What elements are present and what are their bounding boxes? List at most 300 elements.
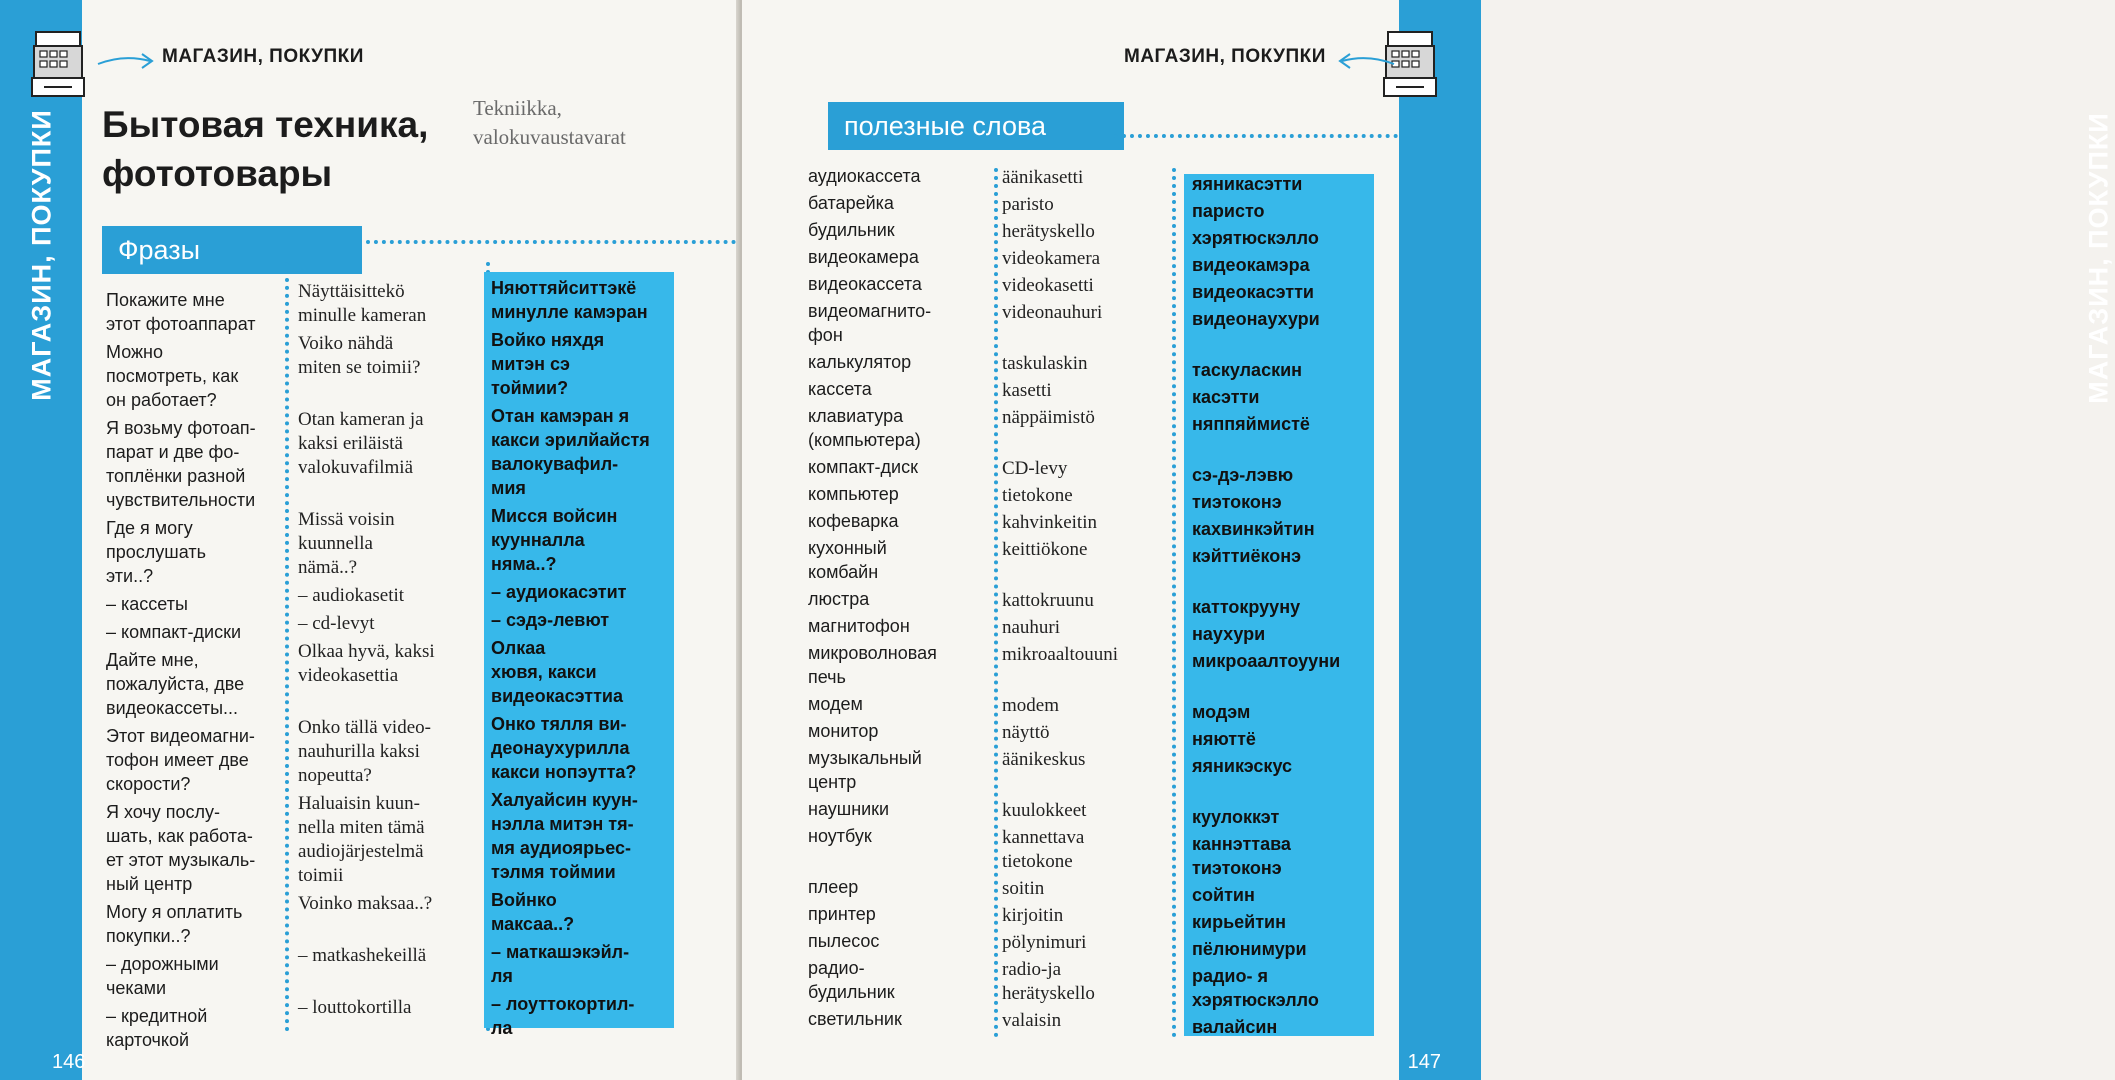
right.words-line-tr: наухури xyxy=(1192,624,1266,644)
right.words-entry-tr xyxy=(1192,622,1374,646)
right-page-number: 147 xyxy=(1407,1051,1441,1073)
right.words-entry-fi xyxy=(1002,379,1172,403)
left.phrases-line-fi: videokasettia xyxy=(298,665,399,686)
left.phrases-line-fi: Onko tällä video- xyxy=(298,717,431,738)
right.words-line-tr: няппяймистё xyxy=(1192,414,1310,434)
left.phrases-line-fi: nopeutta? xyxy=(298,765,372,786)
right.words-entry-tr xyxy=(1192,727,1374,751)
right.words-line-tr: яяникасэтти xyxy=(1192,174,1303,194)
right.words-entry-fi xyxy=(1002,904,1172,928)
phrases-finnish-column xyxy=(298,280,482,1048)
right.words-line-ru: микроволновая xyxy=(808,643,937,663)
right.words-line-fi: tietokone xyxy=(1002,485,1073,506)
left.phrases-entry-tr xyxy=(491,788,671,884)
right.words-line-ru: магнитофон xyxy=(808,616,910,636)
right.words-line-fi: näppäimistö xyxy=(1002,407,1095,428)
right.words-line-ru: фон xyxy=(808,325,843,345)
left.phrases-entry-tr xyxy=(491,608,671,632)
right.words-line-ru: кофеварка xyxy=(808,511,899,531)
right.words-entry-tr xyxy=(1192,463,1374,487)
left.phrases-line-ru: ный центр xyxy=(106,874,193,894)
left-running-head: МАГАЗИН, ПОКУПКИ xyxy=(162,46,364,67)
right.words-entry-fi xyxy=(1002,643,1172,691)
right.words-line-fi: taskulaskin xyxy=(1002,353,1088,374)
right.words-line-tr: хэрятюскэлло xyxy=(1192,990,1319,1010)
right.words-line-tr: яяникэскус xyxy=(1192,756,1293,776)
title-line: фототовары xyxy=(102,153,333,194)
left.phrases-line-fi: Olkaa hyvä, kaksi xyxy=(298,641,435,662)
left.phrases-line-tr: какси нопэутта? xyxy=(491,762,637,782)
right.words-entry-tr xyxy=(1192,226,1374,250)
left.phrases-line-fi: Voiko nähdä xyxy=(298,333,394,354)
left.phrases-line-ru: – кредитной xyxy=(106,1006,208,1026)
right.words-line-ru: видеокассета xyxy=(808,274,922,294)
right.words-line-ru: батарейка xyxy=(808,193,894,213)
left.phrases-line-tr: мя аудиоярьес- xyxy=(491,838,631,858)
left.phrases-line-tr: Войнко xyxy=(491,890,557,910)
right.words-line-tr: видеокасэтти xyxy=(1192,282,1314,302)
right.words-entry-ru xyxy=(808,902,988,926)
left.phrases-line-fi: toimii xyxy=(298,865,344,886)
left.phrases-line-tr: – аудиокасэтит xyxy=(491,582,627,602)
right.words-line-tr: каннэттава xyxy=(1192,834,1291,854)
left.phrases-line-ru: карточкой xyxy=(106,1030,190,1050)
right.words-entry-ru xyxy=(808,509,988,533)
right.words-entry-fi xyxy=(1002,721,1172,745)
left.phrases-line-tr: няма..? xyxy=(491,554,557,574)
right.words-line-fi: keittiökone xyxy=(1002,539,1088,560)
right.words-line-ru: видеокамера xyxy=(808,247,919,267)
right.words-entry-tr xyxy=(1192,280,1374,304)
cash-register-icon xyxy=(30,28,86,100)
left.phrases-entry-ru xyxy=(106,620,286,644)
right.words-line-fi: herätyskello xyxy=(1002,221,1095,242)
left.phrases-line-ru: – дорожными xyxy=(106,954,219,974)
left.phrases-line-fi: – matkashekeillä xyxy=(298,945,427,966)
right.words-line-tr: сэ-дэ-лэвю xyxy=(1192,465,1294,485)
right.words-entry-tr xyxy=(1192,910,1374,934)
left.phrases-entry-ru xyxy=(106,1004,286,1052)
right.words-entry-fi xyxy=(1002,166,1172,190)
right.words-line-tr: тиэтоконэ xyxy=(1192,492,1282,512)
right.words-entry-fi xyxy=(1002,1009,1172,1033)
right.words-line-tr: видеонаухури xyxy=(1192,309,1320,329)
left.phrases-line-ru: он работает? xyxy=(106,390,217,410)
right.words-entry-fi xyxy=(1002,484,1172,508)
right.words-line-fi: videokasetti xyxy=(1002,275,1094,296)
left.phrases-line-fi: nämä..? xyxy=(298,557,358,578)
left.phrases-line-tr: тоймии? xyxy=(491,378,569,398)
left.phrases-line-tr: Отан камэран я xyxy=(491,406,630,426)
left.phrases-line-tr: минулле камэран xyxy=(491,302,648,322)
right.words-entry-ru xyxy=(808,245,988,269)
right.words-entry-tr xyxy=(1192,517,1374,541)
right.words-line-fi: paristo xyxy=(1002,194,1054,215)
right.words-line-tr: паристо xyxy=(1192,201,1265,221)
right.words-line-ru: клавиатура xyxy=(808,406,904,426)
right.words-line-tr: кэйттиёконэ xyxy=(1192,546,1302,566)
column-divider xyxy=(1172,168,1176,1038)
left.phrases-line-fi: – louttokortilla xyxy=(298,997,412,1018)
left.phrases-entry-tr xyxy=(491,580,671,604)
right.words-entry-tr xyxy=(1192,700,1374,724)
right.words-entry-tr xyxy=(1192,385,1374,409)
left.phrases-line-tr: какси эрилйайстя xyxy=(491,430,650,450)
left.phrases-line-ru: Можно xyxy=(106,342,163,362)
left.phrases-entry-fi xyxy=(298,280,482,328)
right.words-entry-tr xyxy=(1192,253,1374,277)
left.phrases-line-ru: Могу я оплатить xyxy=(106,902,243,922)
arrow-icon xyxy=(96,50,156,72)
left.phrases-entry-tr xyxy=(491,712,671,784)
right.words-line-fi: äänikasetti xyxy=(1002,167,1084,188)
left.phrases-entry-tr xyxy=(491,328,671,400)
right.words-line-fi: kirjoitin xyxy=(1002,905,1064,926)
right.words-entry-fi xyxy=(1002,748,1172,796)
right.words-line-tr: радио- я xyxy=(1192,966,1268,986)
left.phrases-line-tr: – маткашэкэйл- xyxy=(491,942,630,962)
right.words-line-tr: кахвинкэйтин xyxy=(1192,519,1315,539)
right-side-label: МАГАЗИН, ПОКУПКИ xyxy=(2083,112,2114,404)
right.words-entry-fi xyxy=(1002,247,1172,271)
right.words-line-fi: herätyskello xyxy=(1002,983,1095,1004)
left.phrases-entry-ru xyxy=(106,288,286,336)
right.words-line-ru: видеомагнито- xyxy=(808,301,932,321)
left.phrases-line-ru: ет этот музыкаль- xyxy=(106,850,256,870)
left.phrases-line-tr: валокувафил- xyxy=(491,454,619,474)
left.phrases-entry-ru xyxy=(106,592,286,616)
right.words-line-tr: касэтти xyxy=(1192,387,1260,407)
right.words-entry-ru xyxy=(808,797,988,821)
page-title xyxy=(102,100,428,198)
left.phrases-entry-tr xyxy=(491,504,671,576)
left.phrases-entry-tr xyxy=(491,888,671,936)
right.words-entry-tr xyxy=(1192,358,1374,382)
right.words-entry-ru xyxy=(808,875,988,899)
right.words-entry-fi xyxy=(1002,826,1172,874)
left.phrases-line-ru: топлёнки разной xyxy=(106,466,246,486)
left.phrases-line-tr: ля xyxy=(491,966,513,986)
right.words-entry-tr xyxy=(1192,412,1374,460)
right.words-line-fi: soitin xyxy=(1002,878,1045,899)
right.words-line-tr: хэрятюскэлло xyxy=(1192,228,1319,248)
left.phrases-entry-ru xyxy=(106,952,286,1000)
right.words-line-tr: сойтин xyxy=(1192,885,1255,905)
left.phrases-line-tr: Олкаа xyxy=(491,638,546,658)
left.phrases-line-ru: эти..? xyxy=(106,566,154,586)
right.words-line-ru: центр xyxy=(808,772,857,792)
right.words-entry-ru xyxy=(808,824,988,872)
left.phrases-entry-fi xyxy=(298,584,482,608)
right.words-entry-ru xyxy=(808,587,988,611)
right.words-entry-tr xyxy=(1192,490,1374,514)
right.words-line-fi: nauhuri xyxy=(1002,617,1061,638)
left.phrases-line-fi: Haluaisin kuun- xyxy=(298,793,420,814)
right.words-entry-ru xyxy=(808,1007,988,1031)
left.phrases-line-ru: этот фотоаппарат xyxy=(106,314,256,334)
left.phrases-line-ru: скорости? xyxy=(106,774,191,794)
right.words-entry-fi xyxy=(1002,694,1172,718)
right.words-line-fi: valaisin xyxy=(1002,1010,1062,1031)
left-page-number: 146 xyxy=(52,1051,86,1073)
left.phrases-entry-fi xyxy=(298,892,482,940)
right.words-line-fi: äänikeskus xyxy=(1002,749,1086,770)
right-running-head: МАГАЗИН, ПОКУПКИ xyxy=(1124,46,1326,67)
right-page xyxy=(742,0,2114,1080)
left.phrases-entry-ru xyxy=(106,648,286,720)
right.words-line-fi: videonauhuri xyxy=(1002,302,1103,323)
left.phrases-entry-ru xyxy=(106,900,286,948)
words-russian-column xyxy=(808,164,988,1034)
left.phrases-line-tr: куунналла xyxy=(491,530,585,550)
right.words-entry-ru xyxy=(808,191,988,215)
right.words-line-ru: принтер xyxy=(808,904,876,924)
left.phrases-line-ru: чеками xyxy=(106,978,167,998)
left.phrases-line-ru: Где я могу xyxy=(106,518,193,538)
left-page xyxy=(0,0,740,1080)
left.phrases-line-tr: видеокасэттиа xyxy=(491,686,624,706)
left.phrases-entry-fi xyxy=(298,332,482,404)
right.words-entry-tr xyxy=(1192,307,1374,355)
left-sidebar xyxy=(0,0,86,1080)
left.phrases-line-ru: – компакт-диски xyxy=(106,622,242,642)
right.words-entry-fi xyxy=(1002,616,1172,640)
left.phrases-entry-fi xyxy=(298,640,482,712)
left.phrases-entry-fi xyxy=(298,792,482,888)
right.words-line-ru: будильник xyxy=(808,220,895,240)
left.phrases-line-tr: максаа..? xyxy=(491,914,575,934)
right.words-line-ru: кухонный xyxy=(808,538,887,558)
right.words-line-tr: тиэтоконэ xyxy=(1192,858,1282,878)
right.words-line-tr: кирьейтин xyxy=(1192,912,1286,932)
left.phrases-entry-tr xyxy=(491,404,671,500)
right.words-line-tr: няюттё xyxy=(1192,729,1256,749)
left.phrases-line-ru: чувствительности xyxy=(106,490,256,510)
column-divider xyxy=(994,168,998,1038)
right.words-line-ru: монитор xyxy=(808,721,879,741)
left.phrases-entry-fi xyxy=(298,996,482,1044)
left.phrases-line-tr: мия xyxy=(491,478,526,498)
right.words-line-ru: компакт-диск xyxy=(808,457,918,477)
left.phrases-entry-ru xyxy=(106,340,286,412)
right.words-line-tr: пёлюнимури xyxy=(1192,939,1307,959)
right.words-line-ru: пылесос xyxy=(808,931,880,951)
left.phrases-line-fi: – audiokasetit xyxy=(298,585,405,606)
left.phrases-line-ru: Дайте мне, xyxy=(106,650,199,670)
dotted-divider xyxy=(366,240,736,244)
right-sidebar xyxy=(1399,0,2114,1080)
left.phrases-line-fi: kuunnella xyxy=(298,533,373,554)
subtitle-line: valokuvaustavarat xyxy=(473,125,626,149)
left.phrases-line-ru: парат и две фо- xyxy=(106,442,240,462)
left.phrases-line-ru: Я возьму фотоап- xyxy=(106,418,256,438)
right.words-line-ru: люстра xyxy=(808,589,870,609)
right.words-entry-tr xyxy=(1192,544,1374,592)
left.phrases-line-ru: тофон имеет две xyxy=(106,750,249,770)
right.words-entry-fi xyxy=(1002,457,1172,481)
left.phrases-line-ru: шать, как работа- xyxy=(106,826,253,846)
right.words-line-ru: аудиокассета xyxy=(808,166,921,186)
words-transcription-column xyxy=(1192,172,1374,1042)
right.words-entry-fi xyxy=(1002,958,1172,1006)
left.phrases-line-tr: – сэдэ-левют xyxy=(491,610,610,630)
left.phrases-line-ru: Этот видеомагни- xyxy=(106,726,255,746)
left.phrases-line-fi: nella miten tämä xyxy=(298,817,425,838)
left.phrases-line-fi: Näyttäisittekö xyxy=(298,281,405,302)
left.phrases-line-tr: Войко няхдя xyxy=(491,330,605,350)
right.words-line-tr: валайсин xyxy=(1192,1017,1278,1037)
right.words-line-ru: светильник xyxy=(808,1009,902,1029)
left.phrases-line-tr: Мисся войсин xyxy=(491,506,618,526)
right.words-line-ru: ноутбук xyxy=(808,826,872,846)
left.phrases-line-ru: видеокассеты... xyxy=(106,698,239,718)
page-subtitle xyxy=(473,94,626,152)
right.words-entry-fi xyxy=(1002,589,1172,613)
right.words-line-ru: калькулятор xyxy=(808,352,912,372)
right.words-entry-fi xyxy=(1002,301,1172,349)
right.words-entry-ru xyxy=(808,164,988,188)
right.words-entry-fi xyxy=(1002,193,1172,217)
left.phrases-entry-fi xyxy=(298,944,482,992)
words-finnish-column xyxy=(1002,166,1172,1036)
left.phrases-line-tr: Няюттяйситтэкё xyxy=(491,278,637,298)
left.phrases-entry-fi xyxy=(298,716,482,788)
right.words-line-ru: кассета xyxy=(808,379,872,399)
right.words-entry-tr xyxy=(1192,199,1374,223)
right.words-line-fi: kuulokkeet xyxy=(1002,800,1087,821)
left.phrases-line-fi: audiojärjestelmä xyxy=(298,841,424,862)
right.words-line-fi: kasetti xyxy=(1002,380,1052,401)
right.words-entry-ru xyxy=(808,455,988,479)
left.phrases-entry-tr xyxy=(491,276,671,324)
right.words-line-ru: комбайн xyxy=(808,562,879,582)
right.words-line-tr: микроаалтоууни xyxy=(1192,651,1341,671)
right.words-line-ru: (компьютера) xyxy=(808,430,921,450)
left.phrases-entry-fi xyxy=(298,508,482,580)
right.words-entry-ru xyxy=(808,272,988,296)
right.words-line-fi: radio-ja xyxy=(1002,959,1062,980)
left.phrases-line-tr: ла xyxy=(491,1018,513,1038)
right.words-entry-ru xyxy=(808,536,988,584)
right.words-entry-ru xyxy=(808,614,988,638)
right.words-line-fi: kahvinkeitin xyxy=(1002,512,1097,533)
right.words-line-fi: pölynimuri xyxy=(1002,932,1087,953)
left.phrases-line-fi: kaksi eriläistä xyxy=(298,433,403,454)
right.words-entry-tr xyxy=(1192,172,1374,196)
phrases-transcription-column xyxy=(491,276,671,1044)
left.phrases-entry-ru xyxy=(106,724,286,796)
right.words-line-tr: модэм xyxy=(1192,702,1251,722)
left.phrases-line-tr: Халуайсин куун- xyxy=(491,790,638,810)
left.phrases-entry-ru xyxy=(106,800,286,896)
right.words-entry-tr xyxy=(1192,1015,1374,1039)
right.words-entry-ru xyxy=(808,404,988,452)
right.words-entry-ru xyxy=(808,350,988,374)
right.words-line-tr: видеокамэра xyxy=(1192,255,1310,275)
right.words-entry-fi xyxy=(1002,274,1172,298)
right.words-line-fi: näyttö xyxy=(1002,722,1050,743)
subtitle-line: Tekniikka, xyxy=(473,96,562,120)
right.words-entry-tr xyxy=(1192,649,1374,697)
title-line: Бытовая техника, xyxy=(102,104,429,145)
right.words-line-ru: музыкальный xyxy=(808,748,922,768)
right.words-line-fi: videokamera xyxy=(1002,248,1101,269)
right.words-line-fi: tietokone xyxy=(1002,851,1073,872)
right.words-entry-tr xyxy=(1192,595,1374,619)
right.words-entry-fi xyxy=(1002,406,1172,454)
left.phrases-line-tr: – лоуттокортил- xyxy=(491,994,635,1014)
right.words-entry-ru xyxy=(808,929,988,953)
right.words-entry-ru xyxy=(808,719,988,743)
right.words-line-ru: компьютер xyxy=(808,484,899,504)
arrow-icon xyxy=(1336,50,1396,72)
right.words-entry-tr xyxy=(1192,754,1374,802)
left.phrases-line-fi: Voinko maksaa..? xyxy=(298,893,433,914)
right.words-line-tr: каттокрууну xyxy=(1192,597,1301,617)
left.phrases-line-fi: nauhurilla kaksi xyxy=(298,741,420,762)
right.words-line-ru: плеер xyxy=(808,877,859,897)
section-band-phrases: Фразы xyxy=(102,226,362,274)
right.words-entry-tr xyxy=(1192,883,1374,907)
left.phrases-line-ru: посмотреть, как xyxy=(106,366,239,386)
right.words-line-ru: радио- xyxy=(808,958,865,978)
left.phrases-entry-ru xyxy=(106,516,286,588)
right.words-entry-tr xyxy=(1192,805,1374,829)
left.phrases-line-ru: Покажите мне xyxy=(106,290,225,310)
left.phrases-line-tr: тэлмя тоймии xyxy=(491,862,616,882)
right.words-entry-tr xyxy=(1192,964,1374,1012)
right.words-line-ru: печь xyxy=(808,667,846,687)
left.phrases-line-fi: miten se toimii? xyxy=(298,357,421,378)
left-side-label: МАГАЗИН, ПОКУПКИ xyxy=(26,109,57,401)
left.phrases-line-fi: Otan kameran ja xyxy=(298,409,424,430)
left.phrases-line-tr: хювя, какси xyxy=(491,662,597,682)
left.phrases-line-ru: пожалуйста, две xyxy=(106,674,245,694)
left.phrases-line-fi: – cd-levyt xyxy=(298,613,375,634)
right.words-entry-fi xyxy=(1002,511,1172,535)
left.phrases-line-fi: minulle kameran xyxy=(298,305,427,326)
right.words-line-fi: modem xyxy=(1002,695,1059,716)
right.words-entry-tr xyxy=(1192,937,1374,961)
right.words-entry-ru xyxy=(808,641,988,689)
right.words-line-fi: kattokruunu xyxy=(1002,590,1094,611)
right.words-entry-ru xyxy=(808,746,988,794)
left.phrases-entry-tr xyxy=(491,636,671,708)
right.words-entry-ru xyxy=(808,299,988,347)
dotted-divider xyxy=(1114,134,1398,138)
right.words-line-ru: модем xyxy=(808,694,863,714)
left.phrases-line-ru: прослушать xyxy=(106,542,206,562)
left.phrases-line-tr: Онко тялля ви- xyxy=(491,714,627,734)
right.words-entry-ru xyxy=(808,692,988,716)
left.phrases-line-tr: митэн сэ xyxy=(491,354,570,374)
left.phrases-line-tr: деонаухурилла xyxy=(491,738,630,758)
right.words-line-fi: CD-levy xyxy=(1002,458,1068,479)
phrases-russian-column xyxy=(106,288,286,1056)
left.phrases-line-tr: нэлла митэн тя- xyxy=(491,814,634,834)
left.phrases-entry-tr xyxy=(491,940,671,988)
right.words-line-ru: будильник xyxy=(808,982,895,1002)
right.words-entry-fi xyxy=(1002,220,1172,244)
right.words-entry-fi xyxy=(1002,352,1172,376)
left.phrases-entry-fi xyxy=(298,612,482,636)
right.words-line-ru: наушники xyxy=(808,799,890,819)
left.phrases-line-ru: Я хочу послу- xyxy=(106,802,221,822)
right.words-entry-ru xyxy=(808,956,988,1004)
right.words-line-tr: таскуласкин xyxy=(1192,360,1303,380)
right.words-entry-fi xyxy=(1002,931,1172,955)
right.words-entry-tr xyxy=(1192,832,1374,880)
